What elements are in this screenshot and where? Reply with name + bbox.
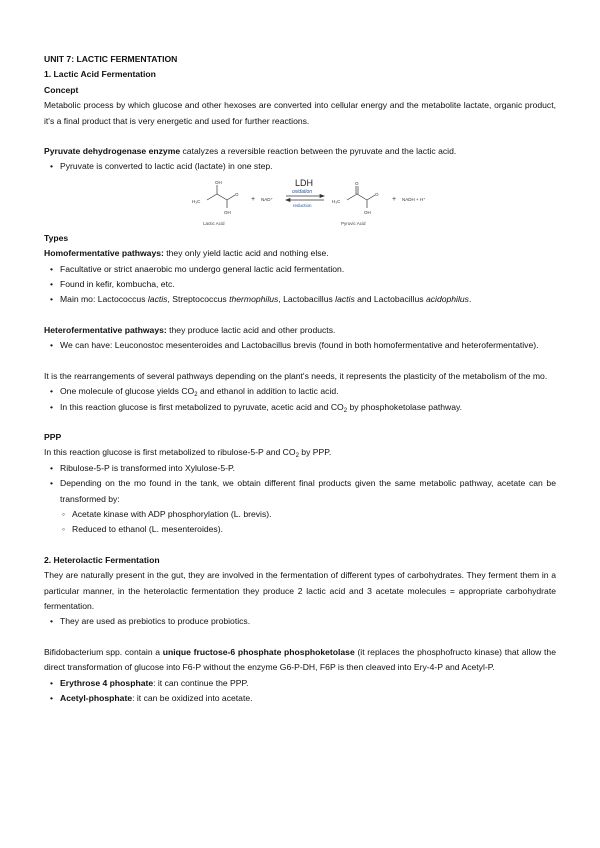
lactic-o: O	[235, 191, 239, 197]
types-heading: Types	[44, 232, 69, 243]
sub-list-item: ◦ Reduced to ethanol (L. mesenteroides).	[44, 522, 556, 537]
lactic-oh-top: OH	[215, 179, 222, 185]
list-item: • We can have: Leuconostoc mesenteroides and Lactobacillus brevis (found in both homofermentative and heterofermentative).	[44, 338, 556, 353]
section-heading-2: 2. Heterolactic Fermentation	[44, 554, 160, 565]
list-item: • Acetyl-phosphate: it can be oxidized into acetate.	[44, 691, 556, 706]
heterolactic-paragraph: They are naturally present in the gut, they are involved in the fermentation of different types of carbohydrates. They ferment them in a particular manner, in the heterolactic fermentation they produce 2 lactic acid and 3 acetate molecules = appropriate carbohydrate fermentation.	[44, 570, 556, 611]
list-item: • Found in kefir, kombucha, etc.	[44, 277, 556, 292]
pyruvic-acid-structure	[347, 186, 375, 208]
list-item: • One molecule of glucose yields $CO_2$ and ethanol in addition to lactic acid.	[44, 384, 556, 399]
pyruvic-o-top: O	[355, 180, 359, 186]
hetero-list	[44, 338, 556, 353]
plus-sign-1: +	[251, 195, 256, 203]
rearrangement-paragraph: It is the rearrangements of several pathways depending on the plant's needs, it represents the plasticity of the metabolism of the mo.	[44, 370, 548, 381]
lactic-h3c: H₃C	[192, 198, 201, 204]
pyruvic-h3c: H₃C	[332, 198, 341, 204]
ldh-paragraph: Pyruvate dehydrogenase enzyme catalyzes a reversible reaction between the pyruvate and the lactic acid.	[44, 146, 457, 157]
ppp-heading: PPP	[44, 431, 62, 442]
unit-title: UNIT 7: LACTIC FERMENTATION	[44, 54, 178, 64]
equilibrium-arrows	[286, 194, 324, 201]
ppp-list	[44, 461, 556, 507]
reduction-label: reduction	[293, 202, 312, 208]
lactic-acid-structure	[207, 185, 235, 208]
homo-paragraph: Homofermentative pathways: they only yield lactic acid and nothing else.	[44, 248, 329, 259]
list-item: • Ribulose-5-P is transformed into Xylulose-5-P.	[44, 461, 556, 476]
homo-list	[44, 262, 556, 308]
rearrangement-list	[44, 384, 556, 415]
pyruvic-o: O	[375, 191, 379, 197]
bifidobacterium-list	[44, 676, 556, 707]
lactic-oh-bottom: OH	[224, 209, 231, 215]
hetero-paragraph: Heterofermentative pathways: they produce lactic acid and other products.	[44, 324, 336, 335]
section-heading-1: 1. Lactic Acid Fermentation	[44, 69, 156, 80]
ldh-enzyme-label: LDH	[295, 177, 314, 188]
document-page	[44, 52, 556, 706]
bifidobacterium-paragraph: Bifidobacterium spp. contain a unique fructose-6 phosphate phosphoketolase (it replaces the phosphofructo kinase) that allow the direct transformation of glucose into F6-P without the enzyme G6-P-DH, F6P is then cleaved into Ery-4-P and Acetyl-P.	[44, 646, 556, 673]
list-item: • Erythrose 4 phosphate: it can continue the PPP.	[44, 676, 556, 691]
nad-label: NAD⁺	[261, 196, 273, 202]
list-item: • Pyruvate is converted to lactic acid (lactate) in one step.	[44, 159, 556, 174]
sub-list-item: ◦ Acetate kinase with ADP phosphorylation (L. brevis).	[44, 507, 556, 522]
list-item: • Depending on the mo found in the tank, we obtain different final products given the same metabolic pathway, acetate can be transformed by:	[44, 476, 556, 507]
lactate-pyruvate-reaction-diagram	[189, 176, 454, 228]
ldh-list	[44, 159, 556, 174]
oxidation-label: oxidation	[292, 188, 313, 195]
pyruvic-acid-label: Pyruvic Acid	[341, 220, 366, 226]
ppp-paragraph: In this reaction glucose is first metabolized to ribulose-5-P and $CO_2$ by PPP.	[44, 447, 332, 460]
list-item: • They are used as prebiotics to produce probiotics.	[44, 614, 556, 629]
pyruvic-oh: OH	[364, 209, 371, 215]
nadh-label: NADH + H⁺	[402, 196, 426, 202]
list-item: • Main mo: Lactococcus lactis, Streptococcus thermophilus, Lactobacillus lactis and Lactobacillus acidophilus.	[44, 292, 556, 307]
heterolactic-list	[44, 614, 556, 629]
list-item: • In this reaction glucose is first metabolized to pyruvate, acetic acid and $CO_2$ by phosphoketolase pathway.	[44, 400, 556, 415]
lactic-acid-label: Lactic Acid	[203, 220, 225, 226]
reaction-figure	[44, 176, 556, 228]
plus-sign-2: +	[392, 195, 397, 203]
concept-paragraph: Metabolic process by which glucose and other hexoses are converted into cellular energy and the metabolite lactate, organic product, it's a final product that is very energetic and used for further reactions.	[44, 100, 556, 126]
ppp-sublist	[44, 507, 556, 538]
list-item: • Facultative or strict anaerobic mo undergo general lactic acid fermentation.	[44, 262, 556, 277]
concept-heading: Concept	[44, 84, 79, 95]
